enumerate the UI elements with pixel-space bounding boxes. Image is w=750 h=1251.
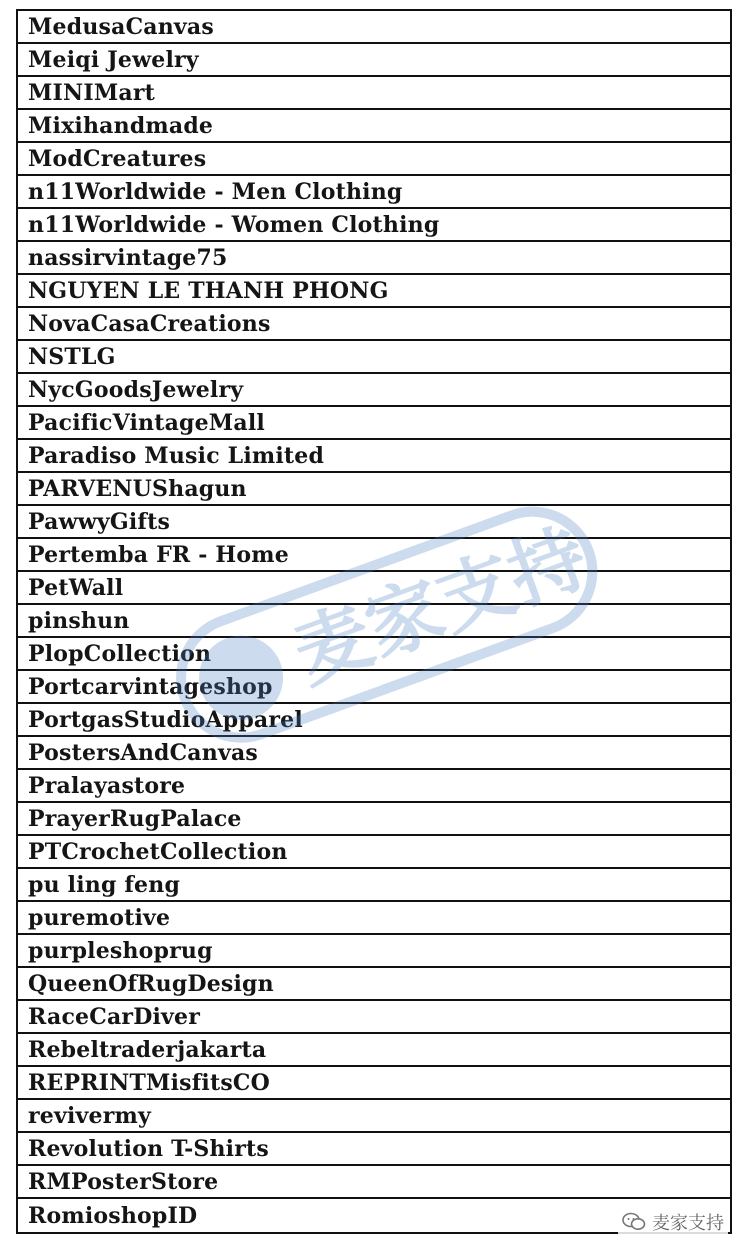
corner-watermark — [618, 1207, 728, 1237]
table-row: MINIMart — [18, 77, 730, 110]
table-row: nassirvintage75 — [18, 242, 730, 275]
table-row: Revolution T-Shirts — [18, 1133, 730, 1166]
table-row: Paradiso Music Limited — [18, 440, 730, 473]
table-row: Portcarvintageshop — [18, 671, 730, 704]
table-row: RMPosterStore — [18, 1166, 730, 1199]
table-row: purpleshoprug — [18, 935, 730, 968]
table-row: RaceCarDiver — [18, 1001, 730, 1034]
table-row: Mixihandmade — [18, 110, 730, 143]
table-row: QueenOfRugDesign — [18, 968, 730, 1001]
store-table — [16, 9, 732, 1234]
table-row: RomioshopID — [28, 1202, 198, 1229]
table-row: pinshun — [18, 605, 730, 638]
table-row: Pralayastore — [18, 770, 730, 803]
table-row: revivermy — [18, 1100, 730, 1133]
table-row: Pertemba FR - Home — [18, 539, 730, 572]
table-row: PrayerRugPalace — [18, 803, 730, 836]
table-row: ModCreatures — [18, 143, 730, 176]
table-row: PetWall — [18, 572, 730, 605]
table-row: PawwyGifts — [18, 506, 730, 539]
watermark-text: 麦家支持 — [282, 511, 599, 700]
corner-watermark-text: 麦家支持 — [652, 1213, 724, 1234]
table-row: MedusaCanvas — [18, 11, 730, 44]
table-row: NovaCasaCreations — [18, 308, 730, 341]
table-row: PARVENUShagun — [18, 473, 730, 506]
table-row: Meiqi Jewelry — [18, 44, 730, 77]
table-row: PortgasStudioApparel — [18, 704, 730, 737]
table-row: NycGoodsJewelry — [18, 374, 730, 407]
wechat-icon — [622, 1212, 646, 1232]
table-row: PTCrochetCollection — [18, 836, 730, 869]
table-row: pu ling feng — [18, 869, 730, 902]
table-row: PlopCollection — [18, 638, 730, 671]
table-row: PacificVintageMall — [18, 407, 730, 440]
table-row: NSTLG — [18, 341, 730, 374]
table-row: n11Worldwide - Men Clothing — [18, 176, 730, 209]
table-row: NGUYEN LE THANH PHONG — [18, 275, 730, 308]
table-row: Rebeltraderjakarta — [18, 1034, 730, 1067]
table-row: puremotive — [18, 902, 730, 935]
table-row: n11Worldwide - Women Clothing — [18, 209, 730, 242]
table-row: PostersAndCanvas — [18, 737, 730, 770]
table-row: REPRINTMisfitsCO — [18, 1067, 730, 1100]
